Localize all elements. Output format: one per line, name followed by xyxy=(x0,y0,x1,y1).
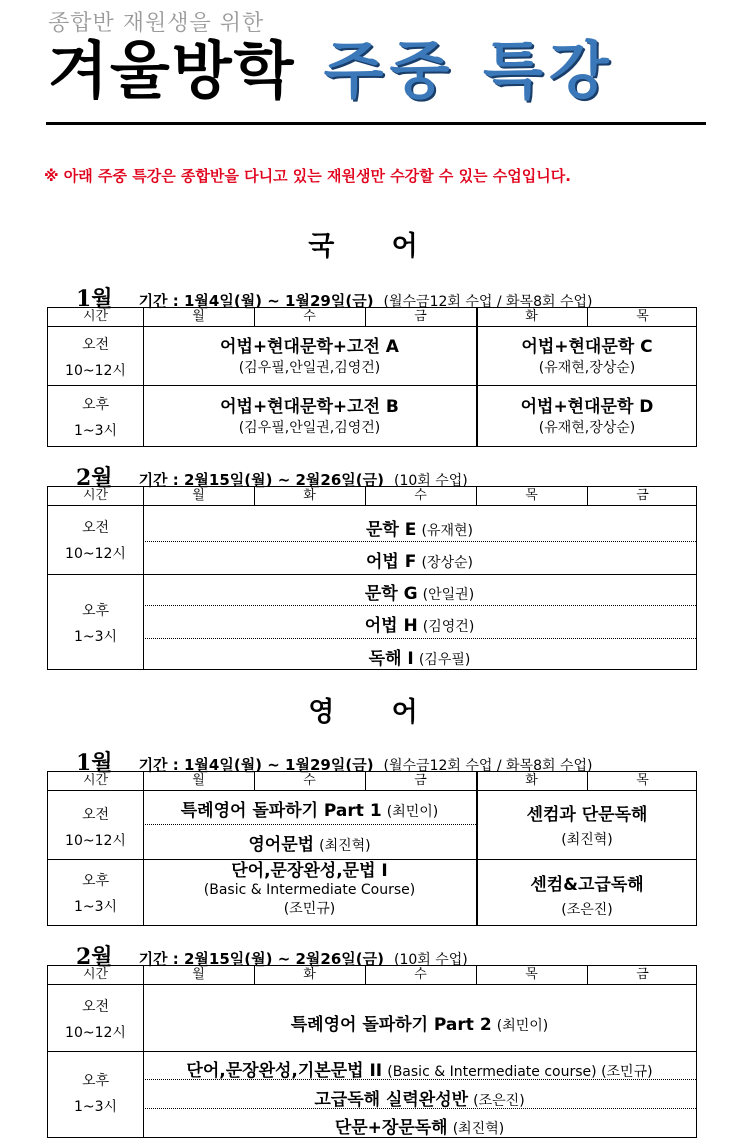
period-note: (월수금12회 수업 / 화목8회 수업) xyxy=(383,758,593,774)
header-cell: 화 xyxy=(525,309,538,324)
time-cell: 오후 1~3시 xyxy=(73,603,118,645)
header-cell: 월 xyxy=(192,773,205,788)
time-cell: 오후 1~3시 xyxy=(73,873,118,915)
class-teachers: (조은진) xyxy=(561,902,613,918)
class-cell: 특례영어 돌파하기 Part 1 (최민이) xyxy=(180,801,439,821)
english-feb-table xyxy=(47,965,697,1138)
header-cell: 목 xyxy=(636,773,649,788)
divider xyxy=(476,966,477,984)
period: 기간 : 1월4일(월) ~ 1월29일(금) xyxy=(138,292,374,310)
divider xyxy=(476,487,477,505)
class-cell: 영어문법 (최진혁) xyxy=(248,835,371,855)
time-cell: 오후 1~3시 xyxy=(73,1073,118,1115)
class-teachers: (최진혁) xyxy=(561,832,613,848)
divider xyxy=(254,308,255,326)
class-title: 어법+현대문학+고전 B xyxy=(220,397,399,417)
header-cell: 월 xyxy=(192,967,205,982)
header-cell: 금 xyxy=(414,773,427,788)
class-teachers: (김우필,안일권,김영건) xyxy=(238,360,381,376)
header-cell: 수 xyxy=(303,309,316,324)
class-cell xyxy=(143,392,476,437)
divider xyxy=(254,966,255,984)
header-cell: 금 xyxy=(414,309,427,324)
class-teachers: (조민규) xyxy=(283,901,336,917)
table-header xyxy=(48,966,696,985)
title-underline xyxy=(46,122,706,125)
class-title: 어법+현대문학+고전 A xyxy=(220,337,399,357)
month-label: 2월 xyxy=(76,944,113,970)
class-title: 어법+현대문학 D xyxy=(520,397,654,417)
korean-jan-table xyxy=(47,307,697,447)
divider xyxy=(365,308,366,326)
class-cell: 고급독해 실력완성반 (조은진) xyxy=(314,1090,525,1110)
class-title: 어법+현대문학 C xyxy=(521,337,653,357)
class-cell xyxy=(476,392,698,437)
header-cell: 월 xyxy=(192,488,205,503)
period: 기간 : 2월15일(월) ~ 2월26일(금) xyxy=(138,471,384,489)
divider xyxy=(365,772,366,790)
english-jan-table xyxy=(47,771,697,926)
class-cell: 단문+장문독해 (최진혁) xyxy=(334,1118,505,1138)
header-cell: 화 xyxy=(303,488,316,503)
class-cell: 어법 F (장상순) xyxy=(366,552,473,572)
divider xyxy=(587,487,588,505)
class-subtitle: (Basic & Intermediate Course) xyxy=(203,882,416,898)
dotted-divider xyxy=(143,541,696,542)
month-label: 1월 xyxy=(76,286,113,312)
dotted-divider xyxy=(143,824,476,825)
time-cell: 오후 1~3시 xyxy=(73,397,118,439)
header-cell: 시간 xyxy=(82,773,109,788)
divider xyxy=(48,385,696,386)
class-teachers: (유재현,장상순) xyxy=(538,360,636,376)
class-title: 단어,문장완성,문법 I xyxy=(231,861,388,881)
header-cell: 시간 xyxy=(82,488,109,503)
header-cell: 시간 xyxy=(82,309,109,324)
month-label: 2월 xyxy=(76,465,113,491)
period: 기간 : 1월4일(월) ~ 1월29일(금) xyxy=(138,756,374,774)
divider xyxy=(587,966,588,984)
class-cell xyxy=(143,862,476,919)
divider xyxy=(365,487,366,505)
header-cell: 수 xyxy=(414,967,427,982)
class-cell xyxy=(143,332,476,377)
title-blue: 주중 특강 xyxy=(323,34,615,107)
divider xyxy=(587,308,588,326)
header-cell: 시간 xyxy=(82,967,109,982)
time-cell: 오전 10~12시 xyxy=(65,520,126,562)
divider xyxy=(254,772,255,790)
period-note: (월수금12회 수업 / 화목8회 수업) xyxy=(383,294,593,310)
dotted-divider xyxy=(143,638,696,639)
pretitle: 종합반 재원생을 위한 xyxy=(48,11,265,36)
class-cell: 독해 I (김우필) xyxy=(368,649,471,669)
subject-korean: 국 어 xyxy=(308,231,442,262)
dotted-divider xyxy=(143,605,696,606)
class-cell xyxy=(476,800,698,849)
notice: ※ 아래 주중 특강은 종합반을 다니고 있는 재원생만 수강할 수 있는 수업입니다. xyxy=(44,167,571,185)
time-cell: 오전 10~12시 xyxy=(65,337,126,379)
divider xyxy=(48,1051,696,1052)
header-cell: 화 xyxy=(303,967,316,982)
time-cell: 오전 10~12시 xyxy=(65,999,126,1041)
table-header xyxy=(48,308,696,327)
divider xyxy=(48,574,696,575)
divider xyxy=(48,859,696,860)
page-title xyxy=(48,34,615,107)
header-cell: 금 xyxy=(636,967,649,982)
class-cell xyxy=(476,332,698,377)
class-cell: 어법 H (김영건) xyxy=(364,616,475,636)
header-cell: 목 xyxy=(525,967,538,982)
class-title: 센컴과 단문독해 xyxy=(526,805,648,825)
header-cell: 목 xyxy=(525,488,538,503)
header-cell: 월 xyxy=(192,309,205,324)
table-header xyxy=(48,487,696,506)
header-cell: 금 xyxy=(636,488,649,503)
period-note: (10회 수업) xyxy=(393,473,468,489)
period: 기간 : 2월15일(월) ~ 2월26일(금) xyxy=(138,950,384,968)
header-cell: 수 xyxy=(414,488,427,503)
header-cell: 목 xyxy=(636,309,649,324)
class-teachers: (김우필,안일권,김영건) xyxy=(238,420,381,436)
korean-feb-table xyxy=(47,486,697,670)
class-cell: 특례영어 돌파하기 Part 2 (최민이) xyxy=(290,1015,549,1035)
subject-english: 영 어 xyxy=(308,697,442,728)
title-black: 겨울방학 xyxy=(48,34,296,107)
period-note: (10회 수업) xyxy=(393,952,468,968)
divider xyxy=(587,772,588,790)
class-cell: 단어,문장완성,기본문법 II (Basic & Intermediate course) (조민규) xyxy=(186,1061,653,1081)
table-header xyxy=(48,772,696,791)
class-cell: 문학 G (안일권) xyxy=(364,584,475,604)
header-cell: 수 xyxy=(303,773,316,788)
header-cell: 화 xyxy=(525,773,538,788)
divider xyxy=(254,487,255,505)
time-cell: 오전 10~12시 xyxy=(65,807,126,849)
month-label: 1월 xyxy=(76,750,113,776)
class-title: 센컴&고급독해 xyxy=(530,875,644,895)
class-cell: 문학 E (유재현) xyxy=(366,520,473,540)
divider xyxy=(365,966,366,984)
class-teachers: (유재현,장상순) xyxy=(538,420,636,436)
class-cell xyxy=(476,870,698,919)
